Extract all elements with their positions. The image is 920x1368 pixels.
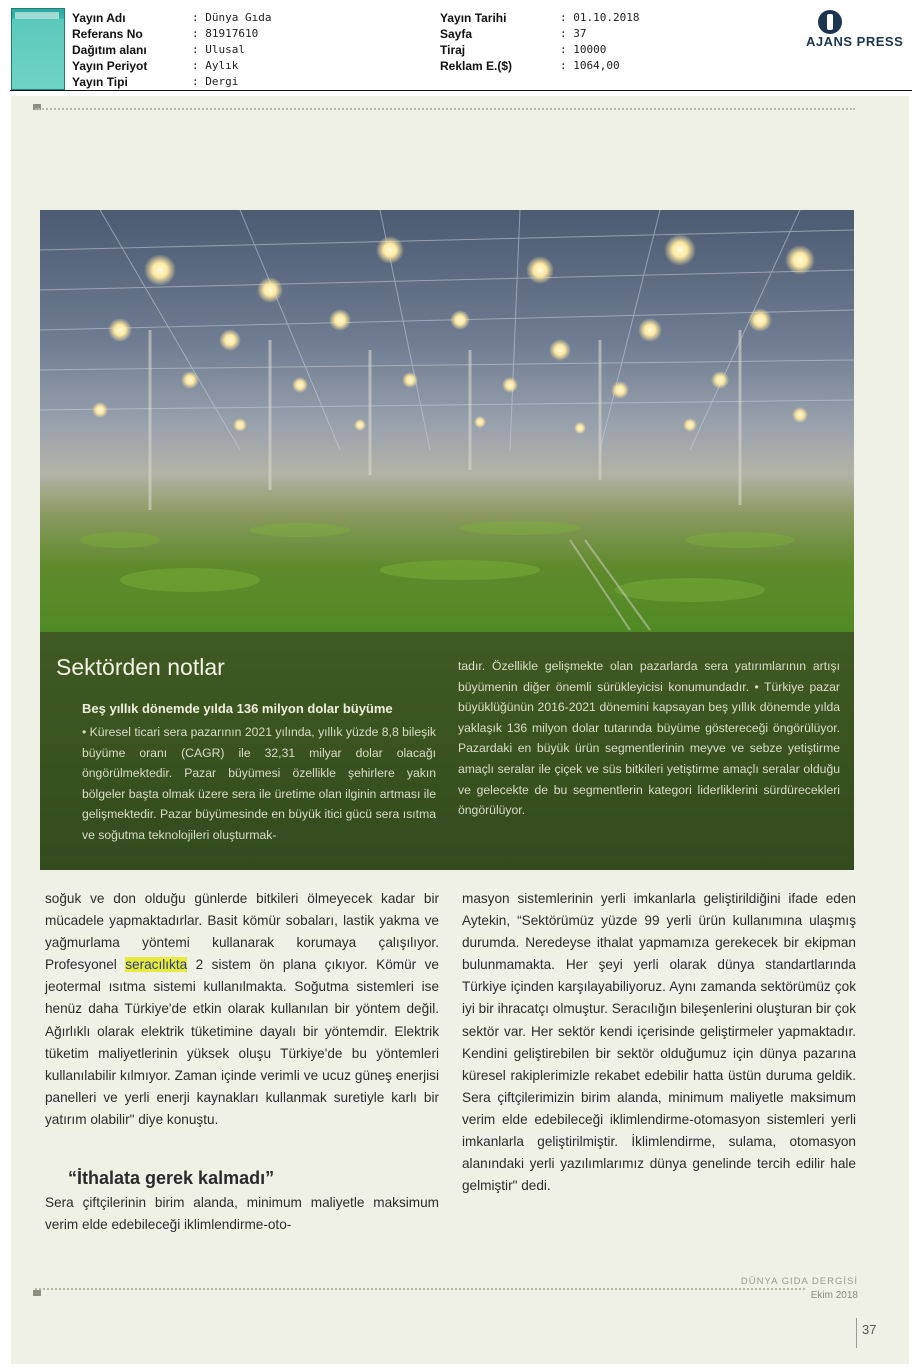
meta-value: : 10000 <box>560 43 607 56</box>
article-subheading: “İthalata gerek kalmadı” <box>68 1168 275 1188</box>
sector-notes-subtitle: Beş yıllık dönemde yılda 136 milyon dolar büyüme <box>82 701 393 716</box>
page-number: 37 <box>862 1322 877 1337</box>
roof-structure <box>40 210 854 450</box>
meta-value: : Dergi <box>192 75 239 88</box>
meta-label: Yayın Periyot <box>72 59 148 73</box>
meta-label: Yayın Adı <box>72 11 126 25</box>
publication-meta-left <box>72 10 271 90</box>
meta-label: Dağıtım alanı <box>72 43 147 57</box>
meta-value: : Aylık <box>192 59 239 72</box>
sector-notes-title: Sektörden notlar <box>56 654 225 680</box>
meta-label: Yayın Tipi <box>72 75 128 89</box>
meta-row-referans-no <box>72 26 271 42</box>
meta-value: : 01.10.2018 <box>560 11 640 24</box>
dotted-rule-marker <box>33 1290 41 1296</box>
meta-row-yayin-tipi <box>72 74 271 90</box>
sector-notes-right-text: tadır. Özellikle gelişmekte olan pazarlarda sera yatırımlarının artışı büyümenin diğer önemli sürükleyicisi konumundadır. • Türkiye pazar büyüklüğünün 2016-2021 dönemini kapsayan beş yıllık dönemde yılda yaklaşık 136 milyon dolar tutarında büyüme göstereceği öngörülüyor. Pazardaki en büyük ürün segmentlerinin meyve ve sebze yetiştirme amaçlı seralar ile çiçek ve süs bitkileri yetiştirme amaçlı seralar olduğu ve gelecekte de bu segmentlerin kategori liderliklerini sürdürecekleri öngörülüyor. <box>458 659 840 818</box>
meta-row-dagitim-alani <box>72 42 271 58</box>
sector-notes-left-text: • Küresel ticari sera pazarının 2021 yılında, yıllık yüzde 8,8 bileşik büyüme oranı (CAGR) ile 32,31 milyar dolar olacağı öngörülmektedir. Pazar büyümesi özellikle şehirlere yakın bölgeler başta olmak üzere sera ile üretime olan ilginin artması ile gelişmektedir. Pazar büyümesinde en büyük itici gücü sera ısıtma ve soğutma teknolojileri oluşturmak- <box>82 725 436 842</box>
article-column-1 <box>45 888 439 1131</box>
lettuce-texture <box>80 521 795 602</box>
article-text: 2 sistem ön plana çıkıyor. Kömür ve jeotermal ısıtma sistemi kullanılmakta. Soğutma sistemleri ise henüz daha Türkiye'de etkin olarak kullanılan bir yöntem değil. Ağırlıklı olarak elektrik tüketimine dayalı bir yöntemdir. Elektrik tüketim maliyetlerinin yüksek oluşu Türkiye'de bu yöntemleri kullanılabilir kılmıyor. Zaman içinde verimli ve ucuz güneş enerjisi panelleri ve yerli enerji kaynakları kullanmak suretiyle karlı bir yatırım olabilir" diye konuştu. <box>45 957 439 1127</box>
meta-row-tiraj <box>440 42 639 58</box>
meta-value: : Ulusal <box>192 43 245 56</box>
article-column-1-end: Sera çiftçilerinin birim alanda, minimum maliyetle maksimum verim elde edebileceği iklimlendirme-oto- <box>45 1195 439 1233</box>
header-divider <box>10 90 912 91</box>
meta-label: Sayfa <box>440 27 473 41</box>
meta-row-reklam <box>440 58 639 74</box>
meta-label: Reklam E.($) <box>440 59 513 73</box>
greenhouse-photo <box>40 210 854 870</box>
meta-value: : 1064,00 <box>560 59 620 72</box>
meta-value: : 81917610 <box>192 27 259 40</box>
issue-date: Ekim 2018 <box>810 1290 858 1301</box>
logo-text: AJANS PRESS <box>806 34 904 49</box>
article-text: soğuk ve don olduğu günlerde bitkileri ölmeyecek kadar bir mücadele yapmaktadırlar. Basit kömür sobaları, lastik yakma ve yağmurlama yöntemi kullanarak korumaya çalışılıyor. Profesyonel <box>45 891 439 973</box>
magazine-name: DÜNYA GIDA DERGİSİ <box>740 1276 858 1287</box>
article-column-2: masyon sistemlerinin yerli imkanlarla geliştirildiğini ifade eden Aytekin, “Sektörümüz yüzde 99 yerli ürün kullanımına ulaşmış durumda. Neredeyse ithalat yapmamıza gerekecek bir ekipman bulunmamakta. Her şeyi yerli olarak dünya standartlarında Türkiye içinden karşılayabiliyoruz. Aynı zamanda sektörümüz çok iyi bir ihracatçı olmuştur. Seracılığın bileşenlerini oluşturan bir çok sektör var. Her sektör kendi içerisinde geliştirmeler yapmaktadır. Kendini geliştirebilen bir sektör olduğumuz için dünya pazarına küresel rakiplerimizle rekabet edebilir hatta üstün duruma geldik. Sera çiftçilerimizin birim alanda, minimum maliyetle maksimum verim elde edebileceği iklimlendirme-otomasyon sistemleri yerli imkanlarla geliştirilmiştir. İklimlendirme, sulama, otomasyon alanındaki yerli yazılımlarımız dünya genelinde tercih edilir hale gelmiştir" dedi. <box>462 891 856 1194</box>
publication-meta-right <box>440 10 639 74</box>
ajans-press-logo-icon <box>818 10 842 34</box>
meta-row-yayin-adi <box>72 10 271 26</box>
bottom-dotted-rule <box>35 1288 805 1290</box>
grow-lamps <box>92 234 815 434</box>
meta-label: Tiraj <box>440 43 466 57</box>
ajans-press-logo <box>806 10 916 54</box>
highlighted-keyword: seracılıkta <box>125 957 188 973</box>
meta-label: Yayın Tarihi <box>440 11 507 25</box>
meta-label: Referans No <box>72 27 143 41</box>
meta-value: : 37 <box>560 27 587 40</box>
page-number-divider <box>856 1318 857 1348</box>
meta-row-yayin-tarihi <box>440 10 639 26</box>
meta-value: : Dünya Gıda <box>192 11 272 24</box>
top-dotted-rule <box>35 108 855 110</box>
meta-row-sayfa <box>440 26 639 42</box>
publication-cover-thumbnail <box>11 8 65 90</box>
meta-row-yayin-periyot <box>72 58 271 74</box>
